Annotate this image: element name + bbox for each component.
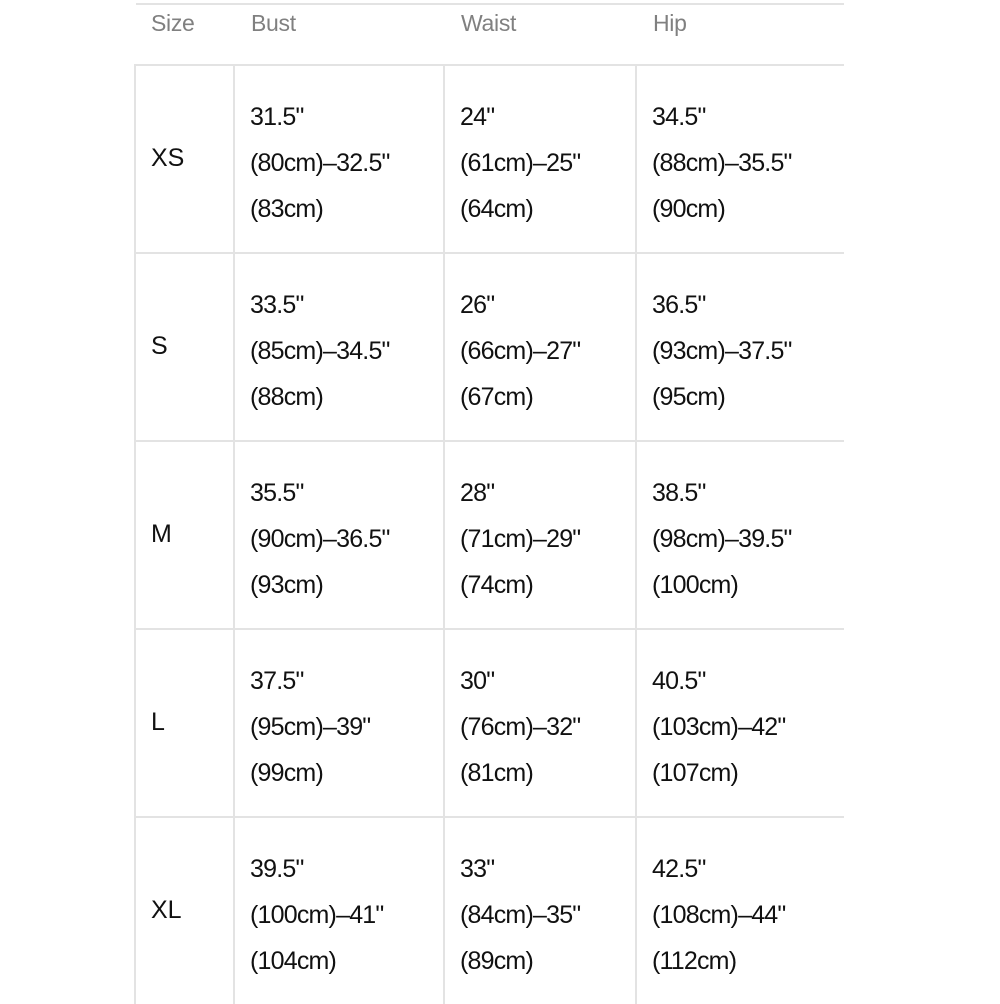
waist-inch-low: 24"	[460, 103, 495, 131]
hip-range: (93cm)–37.5"	[652, 337, 792, 365]
waist-cm-high: (74cm)	[460, 571, 533, 599]
table-header-row	[0, 0, 1000, 64]
waist-cm-high: (81cm)	[460, 759, 533, 787]
column-divider	[443, 818, 445, 1004]
column-divider	[134, 818, 136, 1004]
bust-cell	[250, 470, 390, 608]
table-row-m	[134, 440, 844, 628]
bust-inch-low: 39.5"	[250, 855, 304, 883]
bust-inch-low: 33.5"	[250, 291, 304, 319]
bust-cm-high: (83cm)	[250, 195, 323, 223]
header-bust: Bust	[251, 10, 296, 36]
column-divider	[233, 818, 235, 1004]
column-divider	[233, 66, 235, 252]
column-divider	[443, 66, 445, 252]
size-label: L	[151, 708, 165, 736]
hip-cm-high: (95cm)	[652, 383, 725, 411]
bust-cell	[250, 846, 383, 984]
bust-range: (95cm)–39"	[250, 713, 371, 741]
bust-cell	[250, 658, 370, 796]
hip-cell	[652, 846, 785, 984]
hip-cell	[652, 94, 792, 232]
bust-range: (80cm)–32.5"	[250, 149, 390, 177]
column-divider	[635, 818, 637, 1004]
bust-inch-low: 35.5"	[250, 479, 304, 507]
bust-range: (85cm)–34.5"	[250, 337, 390, 365]
hip-inch-low: 42.5"	[652, 855, 706, 883]
waist-cell	[460, 282, 580, 420]
hip-range: (98cm)–39.5"	[652, 525, 792, 553]
column-divider	[635, 254, 637, 440]
bust-cm-high: (99cm)	[250, 759, 323, 787]
column-divider	[635, 442, 637, 628]
waist-cell	[460, 94, 580, 232]
waist-inch-low: 26"	[460, 291, 495, 319]
hip-inch-low: 38.5"	[652, 479, 706, 507]
waist-range: (61cm)–25"	[460, 149, 581, 177]
column-divider	[134, 66, 136, 252]
waist-inch-low: 30"	[460, 667, 495, 695]
column-divider	[443, 254, 445, 440]
waist-inch-low: 28"	[460, 479, 495, 507]
hip-cm-high: (107cm)	[652, 759, 739, 787]
waist-inch-low: 33"	[460, 855, 495, 883]
waist-cell	[460, 658, 580, 796]
hip-cell	[652, 658, 785, 796]
waist-cm-high: (64cm)	[460, 195, 533, 223]
column-divider	[635, 66, 637, 252]
column-divider	[134, 442, 136, 628]
bust-range: (90cm)–36.5"	[250, 525, 390, 553]
column-divider	[443, 630, 445, 816]
column-divider	[233, 254, 235, 440]
bust-cm-high: (93cm)	[250, 571, 323, 599]
bust-cell	[250, 94, 390, 232]
bust-cm-high: (104cm)	[250, 947, 337, 975]
table-row-xs	[134, 64, 844, 252]
column-divider	[233, 442, 235, 628]
hip-range: (103cm)–42"	[652, 713, 786, 741]
hip-cell	[652, 282, 792, 420]
waist-cell	[460, 846, 580, 984]
waist-range: (71cm)–29"	[460, 525, 581, 553]
table-row-s	[134, 252, 844, 440]
size-label: XS	[151, 144, 185, 172]
size-label: M	[151, 520, 172, 548]
hip-cm-high: (112cm)	[652, 947, 737, 975]
table-row-xl	[134, 816, 844, 1004]
waist-range: (84cm)–35"	[460, 901, 581, 929]
header-size: Size	[151, 10, 195, 36]
bust-cm-high: (88cm)	[250, 383, 323, 411]
waist-range: (66cm)–27"	[460, 337, 581, 365]
hip-inch-low: 34.5"	[652, 103, 706, 131]
column-divider	[134, 254, 136, 440]
bust-cell	[250, 282, 390, 420]
hip-range: (88cm)–35.5"	[652, 149, 792, 177]
column-divider	[233, 630, 235, 816]
hip-range: (108cm)–44"	[652, 901, 786, 929]
column-divider	[635, 630, 637, 816]
size-label: S	[151, 332, 168, 360]
bust-inch-low: 31.5"	[250, 103, 304, 131]
hip-inch-low: 36.5"	[652, 291, 706, 319]
waist-cm-high: (67cm)	[460, 383, 533, 411]
hip-inch-low: 40.5"	[652, 667, 706, 695]
table-row-l	[134, 628, 844, 816]
header-hip: Hip	[653, 10, 687, 36]
column-divider	[443, 442, 445, 628]
bust-inch-low: 37.5"	[250, 667, 304, 695]
hip-cm-high: (100cm)	[652, 571, 739, 599]
waist-cell	[460, 470, 580, 608]
size-label: XL	[151, 896, 182, 924]
header-waist: Waist	[461, 10, 517, 36]
bust-range: (100cm)–41"	[250, 901, 384, 929]
waist-cm-high: (89cm)	[460, 947, 533, 975]
hip-cell	[652, 470, 792, 608]
waist-range: (76cm)–32"	[460, 713, 581, 741]
column-divider	[134, 630, 136, 816]
hip-cm-high: (90cm)	[652, 195, 725, 223]
